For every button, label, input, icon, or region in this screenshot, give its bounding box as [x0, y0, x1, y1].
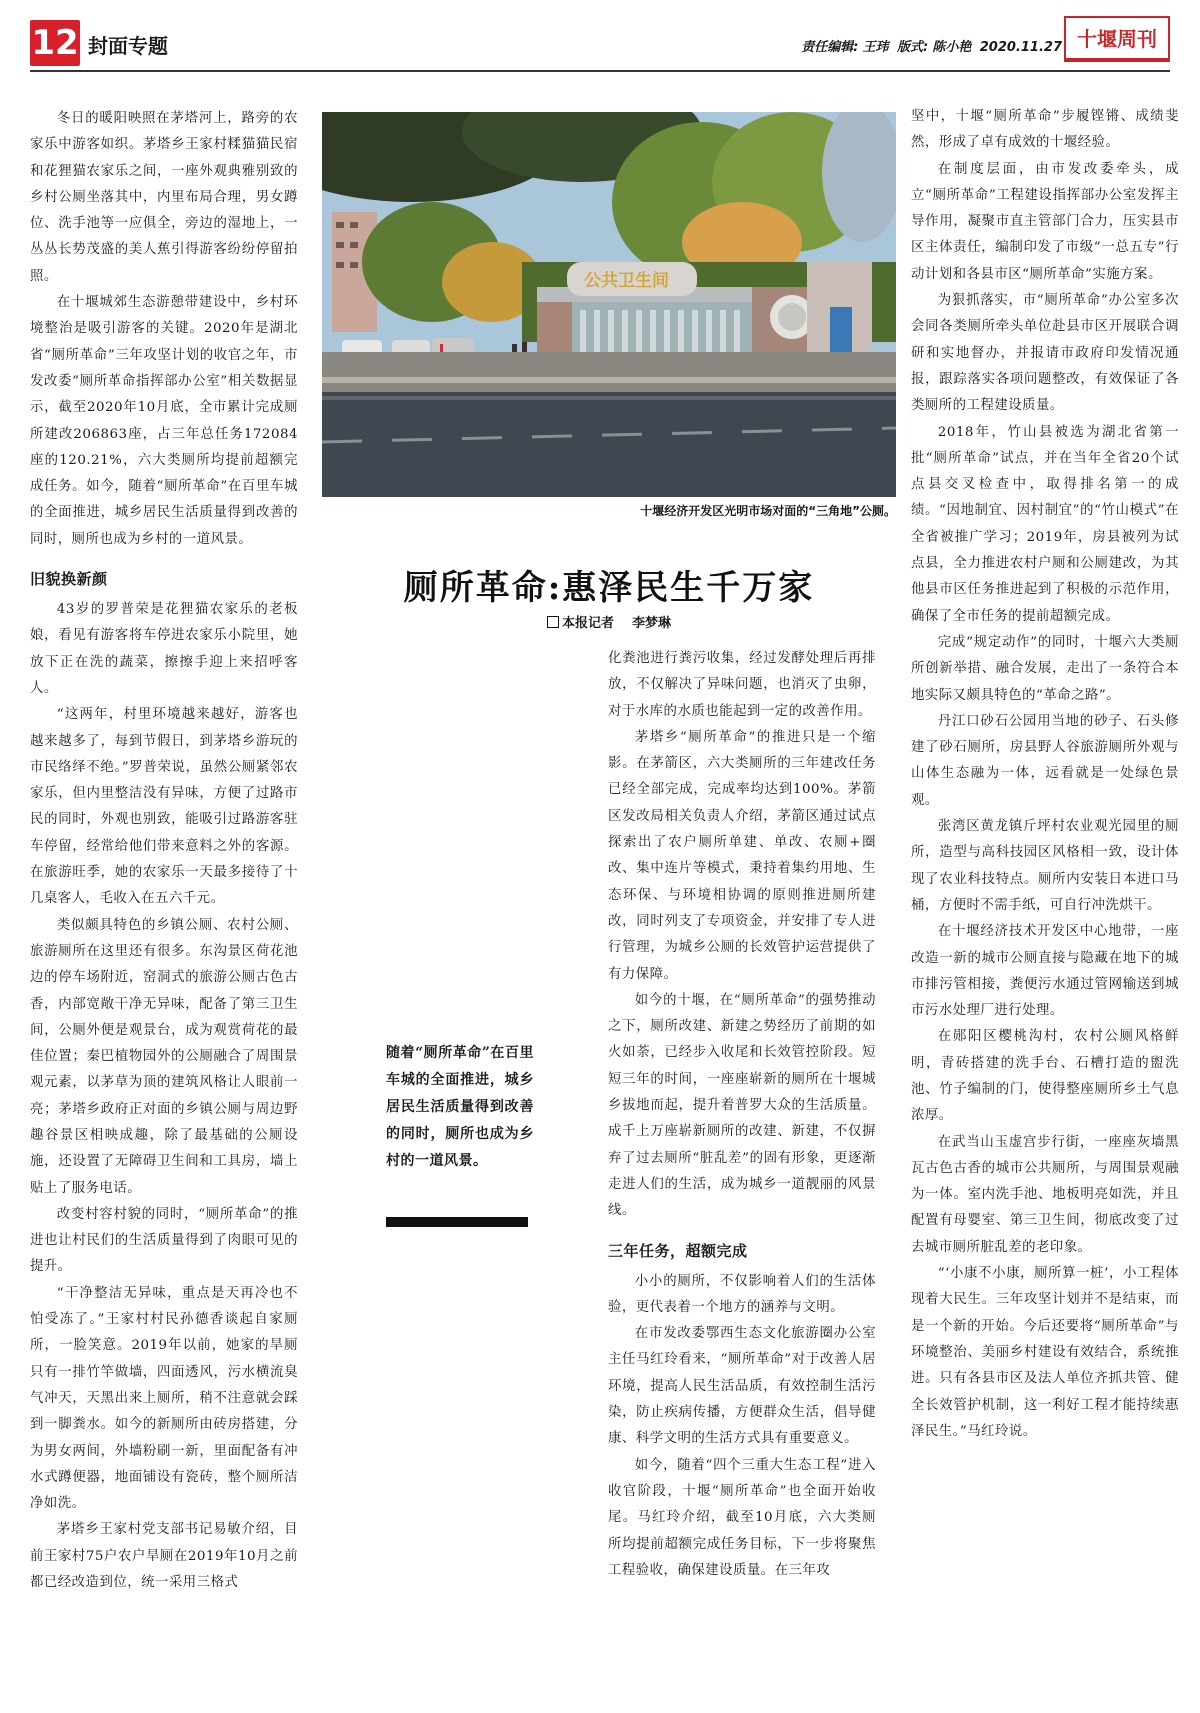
- paragraph: “这两年，村里环境越来越好，游客也越来越多了，每到节假日，到茅塔乡游玩的市民络绎不绝。”罗普荣说，虽然公厕紧邻农家乐，但内里整洁没有异味，方便了过路市民的同时，外观也别致，能吸引过路游客驻车停留，经常给他们带来意料之外的客源。在旅游旺季，她的农家乐一天最多接待了十几桌客人，毛收入在五六千元。: [30, 707, 298, 907]
- text-column-1: [30, 106, 298, 1700]
- layout-label: 版式:: [897, 40, 929, 55]
- paragraph: 类似颇具特色的乡镇公厕、农村公厕、旅游厕所在这里还有很多。东沟景区荷花池边的停车场附近，窑洞式的旅游公厕古色古香，内部宽敞干净无异味，配备了第三卫生间，公厕外便是观景台，成为观赏荷花的最佳位置；秦巴植物园外的公厕融合了周围景观元素，以茅草为顶的建筑风格让人眼前一亮；茅塔乡政府正对面的乡镇公厕与周边野趣谷景区相映成趣，除了最基础的公厕设施，还设置了无障碍卫生间和工具房，墙上贴上了服务电话。: [30, 917, 298, 1196]
- text-column-3: [608, 646, 876, 1696]
- paragraph: 在十堰城郊生态游憩带建设中，乡村环境整治是吸引游客的关键。2020年是湖北省“厕所革命”三年攻坚计划的收官之年，市发改委“厕所革命指挥部办公室”相关数据显示，截至2020年10月底，全市累计完成厕所建改206863座，占三年总任务172084座的120.21%，六大类厕所均提前超额完成任务。如今，随着“厕所革命”在百里车城的全面推进，城乡居民生活质量得到改善的同时，厕所也成为乡村的一道风景。: [30, 295, 298, 547]
- photo-caption: 十堰经济开发区光明市场对面的“三角地”公厕。: [640, 504, 896, 518]
- logo-underline: [1064, 58, 1170, 62]
- photo-scene: [322, 112, 896, 497]
- paragraph: 在郧阳区樱桃沟村，农村公厕风格鲜明，青砖搭建的洗手台、石槽打造的盥洗池、竹子编制的门，使得整座厕所乡土气息浓厚。: [911, 1029, 1179, 1124]
- editor-info: [797, 36, 1062, 55]
- reporter-name: 李梦琳: [632, 616, 672, 631]
- section-title: 封面专题: [88, 34, 168, 58]
- paragraph: 张湾区黄龙镇斤坪村农业观光园里的厕所，造型与高科技园区风格相一致，设计体现了农业科技特点。厕所内安装日本进口马桶，方便时不需手纸，可自行冲洗烘干。: [911, 819, 1179, 913]
- paragraph: 为狠抓落实，市“厕所革命”办公室多次会同各类厕所牵头单位赴县市区开展联合调研和实地督办，并报请市政府印发情况通报，跟踪落实各项问题整改，有效保证了各类厕所的工程建设质量。: [911, 293, 1179, 414]
- editor-label: 责任编辑:: [801, 40, 859, 55]
- article-headline: 厕所革命:惠泽民生千万家: [403, 568, 815, 608]
- pull-quote: 随着“厕所革命”在百里车城的全面推进，城乡居民生活质量得到改善的同时，厕所也成为乡村的一道风景。: [386, 1045, 534, 1169]
- paragraph: 在市发改委鄂西生态文化旅游圈办公室主任马红玲看来，“厕所革命”对于改善人居环境，提高人民生活品质，有效控制生活污染，防止疾病传播，方便群众生活，倡导健康、科学文明的生活方式具有重要意义。: [608, 1326, 876, 1447]
- toilet-sign: 公共卫生间: [584, 271, 669, 291]
- paragraph: 坚中，十堰“厕所革命”步履铿锵、成绩斐然，形成了卓有成效的十堰经验。: [911, 109, 1179, 151]
- paragraph: “‘小康不小康，厕所算一桩’，小工程体现着大民生。三年攻坚计划并不是结束，而是一个新的开始。今后还要将“厕所革命”与环境整治、美丽乡村建设有效结合，系统推进。只有各县市区及法人单位齐抓共管、健全长效管护机制，这一利好工程才能持续惠泽民生。”马红玲说。: [911, 1266, 1179, 1439]
- paragraph: 43岁的罗普荣是花狸猫农家乐的老板娘，看见有游客将车停进农家乐小院里，她放下正在洗的蔬菜，擦擦手迎上来招呼客人。: [30, 602, 298, 696]
- paragraph: 茅塔乡“厕所革命”的推进只是一个缩影。在茅箭区，六大类厕所的三年建改任务已经全部完成，完成率均达到100%。茅箭区发改局相关负责人介绍，茅箭区通过试点探索出了农户厕所单建、单改、农厕+圈改、集中连片等模式，秉持着集约用地、生态环保、与环境相协调的原则推进厕所建改，同时列支了专项资金，并安排了专人进行管理，为城乡公厕的长效管护运营提供了有力保障。: [608, 729, 876, 982]
- paragraph: 2018年，竹山县被选为湖北省第一批“厕所革命”试点，并在当年全省20个试点县交叉检查中，取得排名第一的成绩。“因地制宜、因村制宜”的“竹山模式”在全省被推广学习；2019年，房县被列为试点县，全力推进农村户厕和公厕建改，为其他县市区任务推进起到了积极的示范作用，确保了全市任务的提前超额完成。: [911, 424, 1179, 624]
- section-heading: 旧貌换新颜: [30, 570, 108, 589]
- paragraph: 茅塔乡王家村党支部书记易敏介绍，目前王家村75户农户旱厕在2019年10月之前都已经改造到位，统一采用三格式: [30, 1522, 298, 1591]
- paragraph: “干净整洁无异味，重点是天再冷也不怕受冻了。”王家村村民孙德香谈起自家厕所，一脸笑意。2019年以前，她家的旱厕只有一排竹竿做墙，四面透风，污水横流臭气冲天，天黑出来上厕所，稍不注意就会踩到一脚粪水。如今的新厕所由砖房搭建，分为男女两间，外墙粉刷一新，里面配备有冲水式蹲便器，地面铺设有瓷砖，整个厕所洁净如洗。: [30, 1285, 298, 1512]
- publication-logo: 十堰周刊: [1064, 16, 1170, 62]
- article-photo: [322, 112, 896, 497]
- page-number: 12: [30, 20, 80, 66]
- paragraph: 在武当山玉虚宫步行街，一座座灰墙黑瓦古色古香的城市公共厕所，与周围景观融为一体。室内洗手池、地板明亮如洗，并且配置有母婴室、第三卫生间，彻底改变了过去城市厕所脏乱差的老印象。: [911, 1134, 1179, 1255]
- paragraph: 冬日的暖阳映照在茅塔河上，路旁的农家乐中游客如织。茅塔乡王家村糅猫猫民宿和花狸猫农家乐之间，一座外观典雅别致的乡村公厕坐落其中，内里布局合理，男女蹲位、洗手池等一应俱全，旁边的湿地上，一丛丛长势茂盛的美人蕉引得游客纷纷停留拍照。: [30, 111, 298, 284]
- reporter-label: 本报记者: [561, 616, 614, 631]
- section-heading: 三年任务，超额完成: [608, 1241, 748, 1260]
- issue-date: 2020.11.27: [979, 40, 1062, 55]
- square-icon: [547, 616, 559, 628]
- text-column-4: [911, 104, 1179, 1700]
- header-rule: [30, 70, 1170, 72]
- pull-quote-bar: [386, 1217, 528, 1227]
- byline: [322, 612, 896, 631]
- editor-name: 王玮: [862, 40, 889, 55]
- paragraph: 丹江口砂石公园用当地的砂子、石头修建了砂石厕所，房县野人谷旅游厕所外观与山体生态融为一体，远看就是一处绿色景观。: [911, 713, 1179, 808]
- layout-name: 陈小艳: [932, 40, 972, 55]
- paragraph: 化粪池进行粪污收集，经过发酵处理后再排放，不仅解决了异味问题，也消灭了虫卵，对于水库的水质也能起到一定的改善作用。: [608, 651, 876, 719]
- paragraph: 在十堰经济技术开发区中心地带，一座改造一新的城市公厕直接与隐藏在地下的城市排污管相接，粪便污水通过管网输送到城市污水处理厂进行处理。: [911, 924, 1179, 1019]
- paragraph: 完成“规定动作”的同时，十堰六大类厕所创新举措、融合发展，走出了一条符合本地实际又颇具特色的“革命之路”。: [911, 634, 1179, 703]
- paragraph: 小小的厕所，不仅影响着人们的生活体验，更代表着一个地方的涵养与文明。: [608, 1273, 876, 1315]
- paragraph: 在制度层面，由市发改委牵头，成立“厕所革命”工程建设指挥部办公室发挥主导作用，凝聚市直主管部门合力，压实县市区主体责任，编制印发了市级“一总五专”行动计划和各县市区“厕所革命”实施方案。: [911, 161, 1179, 282]
- paragraph: 如今的十堰，在“厕所革命”的强势推动之下，厕所改建、新建之势经历了前期的如火如荼，已经步入收尾和长效管控阶段。短短三年的时间，一座座崭新的厕所在十堰城乡拔地而起，提升着普罗大众的生活质量。成千上万座崭新厕所的改建、新建，不仅摒弃了过去厕所“脏乱差”的固有形象，更逐渐走进人们的生活，成为城乡一道靓丽的风景线。: [608, 992, 876, 1219]
- paragraph: 如今，随着“四个三重大生态工程”进入收官阶段，十堰“厕所革命”也全面开始收尾。马红玲介绍，截至10月底，六大类厕所均提前超额完成任务目标，下一步将聚焦工程验收，确保建设质量。在三年攻: [608, 1457, 876, 1578]
- paragraph: 改变村容村貌的同时，“厕所革命”的推进也让村民们的生活质量得到了肉眼可见的提升。: [30, 1206, 298, 1275]
